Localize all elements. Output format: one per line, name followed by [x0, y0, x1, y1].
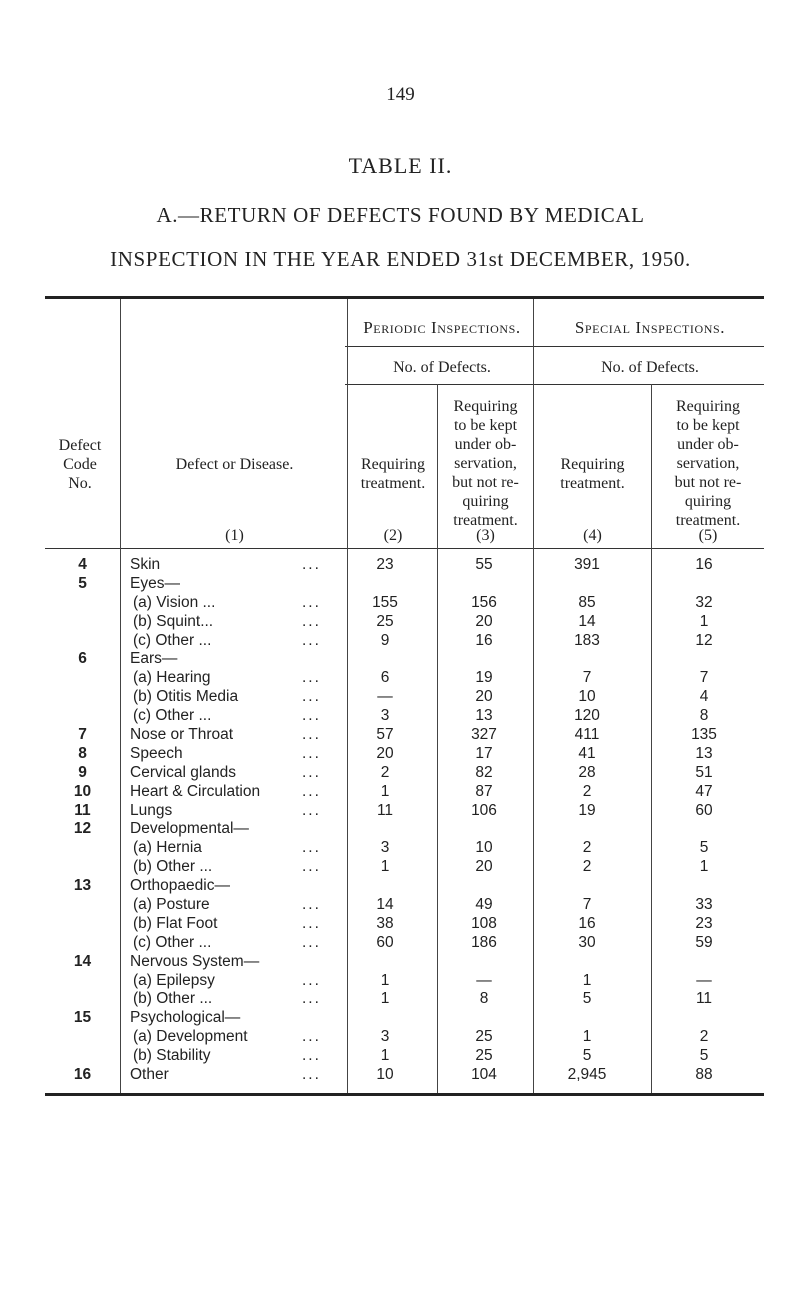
special-observation-count: 12: [695, 631, 713, 649]
observation-line: to be kept: [676, 417, 740, 434]
defect-code: 7: [78, 726, 87, 744]
defect-label: Cervical glands: [130, 763, 236, 781]
defect-label: (c) Other ...: [133, 631, 212, 649]
leader-dots: ...: [302, 726, 321, 744]
special-treatment-count: 7: [582, 669, 592, 687]
defect-label: (a) Hernia: [133, 839, 202, 857]
periodic-observation-count: —: [476, 971, 492, 989]
table-row: [45, 783, 764, 802]
defect-code: 14: [73, 952, 92, 970]
defect-label: Other: [130, 1066, 169, 1084]
defect-label: Eyes—: [130, 574, 180, 592]
table-row: [45, 594, 764, 613]
special-observation-count: 88: [695, 1066, 713, 1084]
leader-dots: ...: [302, 1047, 321, 1065]
defect-code: 10: [73, 782, 92, 800]
special-observation-count: 23: [695, 914, 713, 932]
observation-line: under ob-: [454, 436, 517, 453]
periodic-treatment-count: 23: [376, 556, 394, 573]
special-observation-count: 5: [699, 839, 709, 857]
defects-header-rule: [345, 384, 764, 385]
periodic-treatment-count: 9: [380, 631, 390, 649]
periodic-treatment-count: 14: [376, 896, 394, 914]
periodic-treatment-count: 38: [376, 914, 394, 932]
code-header-line: Code: [63, 456, 97, 473]
periodic-treatment-count: 11: [376, 801, 394, 819]
defect-code: 9: [78, 763, 87, 781]
observation-line: servation,: [676, 455, 740, 472]
defect-code: 13: [73, 877, 92, 895]
defect-label: (b) Other ...: [133, 990, 213, 1008]
observation-line: treatment.: [675, 512, 741, 529]
defect-label: (c) Other ...: [133, 707, 212, 725]
special-treatment-count: 7: [582, 896, 592, 914]
special-treatment-count: 183: [574, 631, 600, 649]
periodic-observation-count: 55: [475, 556, 493, 573]
periodic-treatment-header: [349, 455, 437, 493]
table-row: [45, 688, 764, 707]
periodic-observation-count: 20: [475, 688, 493, 706]
table-row: [45, 632, 764, 651]
special-treatment-count: 2: [582, 858, 592, 876]
special-treatment-count: 41: [578, 744, 596, 762]
code-header-line: No.: [68, 475, 92, 492]
treatment-line: treatment.: [560, 475, 625, 492]
periodic-treatment-count: 1: [380, 990, 390, 1008]
defect-code: 12: [73, 820, 92, 838]
special-treatment-count: 19: [578, 801, 596, 819]
table-row: [45, 1028, 764, 1047]
special-observation-count: 16: [695, 556, 713, 573]
observation-line: treatment.: [453, 512, 518, 529]
periodic-treatment-count: 60: [376, 933, 394, 951]
special-inspections-header: Special Inspections.: [574, 318, 726, 337]
special-observation-count: 13: [695, 744, 713, 762]
periodic-observation-count: 13: [475, 707, 493, 725]
periodic-observation-count: 49: [475, 896, 493, 914]
defect-label: Ears—: [130, 650, 178, 668]
special-observation-count: 2: [699, 1028, 709, 1046]
table-row: [45, 669, 764, 688]
periodic-observation-count: 20: [475, 612, 493, 630]
periodic-observation-count: 10: [475, 839, 493, 857]
defect-label: Psychological—: [130, 1009, 241, 1027]
leader-dots: ...: [302, 933, 321, 951]
defect-label: (a) Epilepsy: [133, 971, 215, 989]
table-row: [45, 990, 764, 1009]
observation-line: but not re-: [452, 474, 519, 491]
observation-line: to be kept: [453, 417, 518, 434]
defect-code: 15: [73, 1009, 92, 1027]
special-no-of-defects: No. of Defects.: [601, 359, 699, 376]
special-observation-header: [652, 397, 764, 530]
defect-code: 5: [78, 574, 87, 592]
treatment-line: treatment.: [360, 475, 426, 492]
table-row: [45, 839, 764, 858]
col-num-2: (2): [383, 527, 403, 544]
special-observation-count: 47: [695, 782, 713, 800]
periodic-no-of-defects: No. of Defects.: [393, 359, 491, 376]
table-row: [45, 726, 764, 745]
special-treatment-count: 2: [582, 839, 592, 857]
observation-line: Requiring: [676, 398, 740, 415]
table-row: [45, 858, 764, 877]
disease-header: Defect or Disease.: [175, 456, 294, 473]
periodic-inspections-header: Periodic Inspections.: [363, 318, 521, 337]
leader-dots: ...: [302, 839, 321, 857]
periodic-observation-count: 16: [475, 631, 493, 649]
special-treatment-count: 1: [582, 1028, 592, 1046]
col-num-5: (5): [698, 527, 718, 544]
periodic-observation-count: 327: [471, 726, 497, 744]
observation-line: under ob-: [677, 436, 739, 453]
defect-code: 11: [74, 801, 91, 819]
bottom-rule: [45, 1093, 764, 1096]
periodic-observation-count: 106: [471, 801, 497, 819]
table-row: [45, 877, 764, 896]
special-observation-count: 32: [695, 593, 713, 611]
subtitle-line-1: A.—RETURN OF DEFECTS FOUND BY MEDICAL: [156, 203, 645, 227]
defect-label: (c) Other ...: [133, 933, 212, 951]
special-observation-count: 4: [699, 688, 709, 706]
page-number: 149: [386, 84, 415, 105]
defect-label: (b) Otitis Media: [133, 688, 239, 706]
defect-label: Orthopaedic—: [130, 877, 230, 895]
special-treatment-count: 30: [578, 933, 596, 951]
table-row: [45, 556, 764, 575]
table-row: [45, 1047, 764, 1066]
special-treatment-count: 411: [574, 726, 600, 744]
leader-dots: ...: [302, 782, 321, 800]
special-treatment-count: 1: [582, 971, 592, 989]
defect-label: (b) Flat Foot: [133, 914, 218, 932]
leader-dots: ...: [302, 688, 321, 706]
defect-label: (a) Vision ...: [133, 593, 216, 611]
defect-label: Heart & Circulation: [130, 782, 261, 800]
defect-label: Developmental—: [130, 820, 249, 838]
special-observation-count: 1: [699, 858, 709, 876]
table-row: [45, 953, 764, 972]
periodic-treatment-count: 2: [380, 763, 390, 781]
leader-dots: ...: [302, 1028, 321, 1046]
periodic-treatment-count: 6: [380, 669, 390, 687]
table-row: [45, 707, 764, 726]
special-treatment-count: 2: [582, 782, 592, 800]
observation-line: Requiring: [453, 398, 518, 415]
leader-dots: ...: [302, 858, 321, 876]
leader-dots: ...: [302, 744, 321, 762]
periodic-observation-header: [438, 397, 533, 530]
code-header: [38, 436, 122, 493]
leader-dots: ...: [302, 763, 321, 781]
special-treatment-count: 5: [582, 990, 592, 1008]
special-treatment-count: 391: [574, 556, 600, 573]
leader-dots: ...: [302, 1066, 321, 1084]
table-title: TABLE II.: [348, 153, 453, 178]
periodic-treatment-count: 155: [372, 593, 398, 611]
special-observation-count: 8: [699, 707, 709, 725]
defect-code: 8: [78, 744, 87, 762]
defect-code: 6: [78, 650, 87, 668]
periodic-observation-count: 104: [471, 1066, 497, 1084]
special-treatment-count: 16: [578, 914, 596, 932]
periodic-treatment-count: 3: [380, 1028, 390, 1046]
col-num-3: (3): [476, 527, 495, 544]
periodic-observation-count: 186: [471, 933, 497, 951]
header-bottom-rule: [45, 548, 764, 549]
leader-dots: ...: [302, 631, 321, 649]
leader-dots: ...: [302, 669, 321, 687]
defect-label: Nose or Throat: [130, 726, 234, 744]
special-observation-count: 5: [699, 1047, 709, 1065]
table-row: [45, 934, 764, 953]
periodic-treatment-count: 1: [380, 858, 390, 876]
table-row: [45, 650, 764, 669]
special-treatment-count: 28: [578, 763, 596, 781]
observation-line: servation,: [454, 455, 517, 472]
defect-label: (b) Stability: [133, 1047, 211, 1065]
special-treatment-count: 2,945: [567, 1066, 607, 1084]
periodic-observation-count: 87: [475, 782, 493, 800]
leader-dots: ...: [302, 707, 321, 725]
leader-dots: ...: [302, 990, 321, 1008]
special-treatment-count: 14: [578, 612, 596, 630]
periodic-treatment-count: 3: [380, 707, 390, 725]
periodic-observation-count: 82: [475, 763, 493, 781]
subtitle-line-2: INSPECTION IN THE YEAR ENDED 31st DECEMBER, 1950.: [110, 247, 691, 271]
leader-dots: ...: [302, 612, 321, 630]
leader-dots: ...: [302, 556, 321, 573]
defect-code: 16: [73, 1066, 92, 1084]
table-row: [45, 802, 764, 821]
leader-dots: ...: [302, 971, 321, 989]
periodic-observation-count: 25: [475, 1028, 493, 1046]
periodic-observation-count: 20: [475, 858, 493, 876]
periodic-treatment-count: 20: [376, 744, 394, 762]
observation-line: quiring: [462, 493, 509, 510]
periodic-observation-count: 19: [475, 669, 493, 687]
treatment-line: Requiring: [361, 456, 425, 473]
defect-label: Skin: [130, 556, 161, 573]
defect-label: Nervous System—: [130, 952, 260, 970]
special-treatment-count: 5: [582, 1047, 592, 1065]
defect-label: Speech: [130, 744, 183, 762]
treatment-line: Requiring: [560, 456, 625, 473]
periodic-treatment-count: 1: [380, 971, 390, 989]
periodic-treatment-count: 57: [376, 726, 394, 744]
table-row: [45, 915, 764, 934]
table-row: [45, 1009, 764, 1028]
defect-label: Lungs: [130, 801, 173, 819]
special-observation-count: 11: [695, 990, 713, 1008]
special-observation-count: 59: [695, 933, 713, 951]
periodic-observation-count: 156: [471, 593, 497, 611]
observation-line: but not re-: [674, 474, 742, 491]
special-observation-count: —: [696, 971, 712, 989]
defect-label: (a) Hearing: [133, 669, 211, 687]
defect-label: (b) Other ...: [133, 858, 213, 876]
defect-code: 4: [78, 556, 87, 573]
leader-dots: ...: [302, 896, 321, 914]
periodic-treatment-count: 10: [376, 1066, 394, 1084]
periodic-observation-count: 17: [475, 744, 493, 762]
leader-dots: ...: [302, 801, 321, 819]
special-observation-count: 135: [691, 726, 717, 744]
periodic-treatment-count: 3: [380, 839, 390, 857]
special-observation-count: 7: [699, 669, 709, 687]
periodic-treatment-count: 1: [380, 782, 390, 800]
table-row: [45, 613, 764, 632]
periodic-observation-count: 8: [479, 990, 489, 1008]
special-observation-count: 33: [695, 896, 713, 914]
special-treatment-count: 10: [578, 688, 596, 706]
table-row: [45, 896, 764, 915]
table-row: [45, 575, 764, 594]
col-num-1: (1): [225, 527, 244, 544]
special-observation-count: 60: [695, 801, 713, 819]
code-header-line: Defect: [58, 437, 102, 454]
leader-dots: ...: [302, 914, 321, 932]
top-rule: [45, 296, 764, 299]
periodic-treatment-count: 1: [380, 1047, 390, 1065]
special-treatment-count: 85: [578, 593, 596, 611]
periodic-treatment-count: —: [377, 688, 393, 706]
table-row: [45, 764, 764, 783]
observation-line: quiring: [684, 493, 732, 510]
table-row: [45, 820, 764, 839]
periodic-header-rule: [345, 346, 764, 347]
table-row: [45, 745, 764, 764]
periodic-observation-count: 108: [471, 914, 497, 932]
periodic-observation-count: 25: [475, 1047, 493, 1065]
defect-label: (a) Development: [133, 1028, 248, 1046]
defect-label: (a) Posture: [133, 896, 210, 914]
defect-label: (b) Squint...: [133, 612, 214, 630]
table-row: [45, 1066, 764, 1085]
table-body: [45, 556, 764, 1085]
leader-dots: ...: [302, 593, 321, 611]
col-num-4: (4): [583, 527, 602, 544]
table-row: [45, 972, 764, 991]
periodic-treatment-count: 25: [376, 612, 394, 630]
special-treatment-count: 120: [574, 707, 600, 725]
special-observation-count: 1: [699, 612, 709, 630]
special-treatment-header: [534, 455, 651, 493]
special-observation-count: 51: [695, 763, 713, 781]
